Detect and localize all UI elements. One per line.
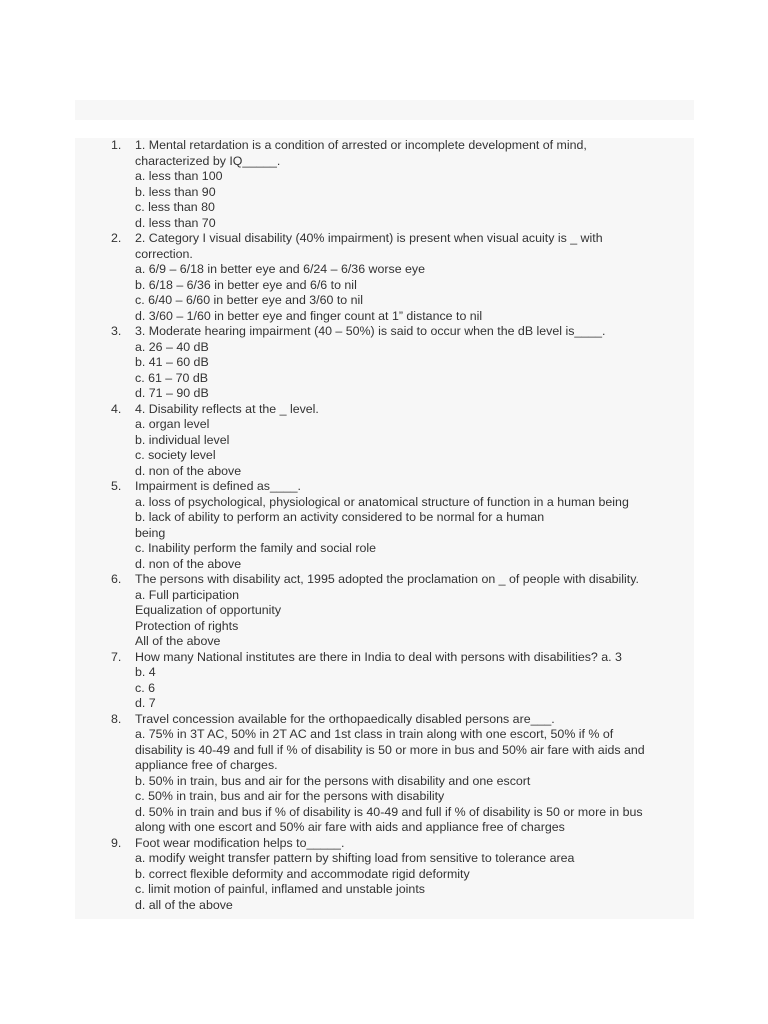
question-line: d. 3/60 – 1/60 in better eye and finger count at 1” distance to nil <box>135 308 483 323</box>
question-line: disability is 40-49 and full if % of disability is 50 or more in bus and 50% air fare with aids and <box>135 742 645 757</box>
question-item <box>75 138 694 231</box>
question-number: 9. <box>111 835 122 850</box>
question-line: a. Full participation <box>135 587 239 602</box>
question-line: b. less than 90 <box>135 184 216 199</box>
question-number: 1. <box>111 138 122 152</box>
question-line: d. 7 <box>135 696 156 710</box>
question-line: b. 4 <box>135 665 156 679</box>
question-text: How many National institutes are there in India to deal with persons with disabilities? a. 3 <box>135 649 622 664</box>
question-item <box>75 836 694 914</box>
question-item <box>75 572 694 650</box>
question-line: correction. <box>135 246 193 261</box>
question-line: d. 50% in train and bus if % of disability is 40-49 and full if % of disability is 50 or more in bus <box>135 804 643 819</box>
question-list-panel <box>75 138 694 919</box>
question-line: b. 6/18 – 6/36 in better eye and 6/6 to nil <box>135 277 357 292</box>
question-line: d. non of the above <box>135 463 242 478</box>
question-line: d. non of the above <box>135 556 242 571</box>
question-line: along with one escort and 50% air fare with aids and appliance free of charges <box>135 820 565 834</box>
question-line: a. loss of psychological, physiological or anatomical structure of function in a human being <box>135 494 629 509</box>
question-number: 8. <box>111 711 122 726</box>
question-line: c. 6/40 – 6/60 in better eye and 3/60 to nil <box>135 293 364 307</box>
question-line: d. less than 70 <box>135 215 216 230</box>
question-line: c. limit motion of painful, inflamed and unstable joints <box>135 882 425 896</box>
question-line: c. 50% in train, bus and air for the persons with disability <box>135 789 445 803</box>
question-line: c. Inability perform the family and social role <box>135 541 377 555</box>
question-line: Protection of rights <box>135 618 239 633</box>
question-text: 3. Moderate hearing impairment (40 – 50%) is said to occur when the dB level is____. <box>135 324 606 338</box>
question-line: b. individual level <box>135 432 230 447</box>
question-line: c. 6 <box>135 680 155 695</box>
question-text: The persons with disability act, 1995 adopted the proclamation on _ of people with disability. <box>135 572 639 586</box>
question-line: Equalization of opportunity <box>135 603 282 617</box>
question-number: 4. <box>111 401 122 416</box>
question-line: c. society level <box>135 448 216 462</box>
question-line: being <box>135 525 166 540</box>
question-item <box>75 324 694 402</box>
question-line: characterized by IQ_____. <box>135 153 281 168</box>
question-text: 2. Category I visual disability (40% impairment) is present when visual acuity is _ with <box>135 231 603 245</box>
question-line: a. 75% in 3T AC, 50% in 2T AC and 1st class in train along with one escort, 50% if % of <box>135 727 614 741</box>
question-item <box>75 231 694 324</box>
question-text: Impairment is defined as____. <box>135 479 301 493</box>
question-text: 1. Mental retardation is a condition of arrested or incomplete development of mind, <box>135 138 587 152</box>
question-line: b. lack of ability to perform an activity considered to be normal for a human <box>135 510 545 524</box>
question-line: d. 71 – 90 dB <box>135 386 209 400</box>
question-number: 7. <box>111 649 122 664</box>
question-line: a. organ level <box>135 417 210 431</box>
question-line: c. 61 – 70 dB <box>135 370 209 385</box>
question-line: b. 41 – 60 dB <box>135 355 209 369</box>
question-line: a. 26 – 40 dB <box>135 339 209 354</box>
question-line: appliance free of charges. <box>135 758 278 772</box>
question-item <box>75 650 694 712</box>
question-line: a. 6/9 – 6/18 in better eye and 6/24 – 6/36 worse eye <box>135 262 426 276</box>
question-item <box>75 712 694 836</box>
question-line: d. all of the above <box>135 897 233 912</box>
question-line: a. less than 100 <box>135 169 223 183</box>
question-text: 4. Disability reflects at the _ level. <box>135 401 319 416</box>
question-number: 3. <box>111 324 122 338</box>
question-number: 2. <box>111 231 122 245</box>
question-line: b. correct flexible deformity and accommodate rigid deformity <box>135 866 470 881</box>
question-line: b. 50% in train, bus and air for the persons with disability and one escort <box>135 773 531 788</box>
question-line: All of the above <box>135 634 221 648</box>
question-number: 5. <box>111 479 122 493</box>
question-text: Travel concession available for the orthopaedically disabled persons are___. <box>135 711 555 726</box>
question-number: 6. <box>111 572 122 586</box>
question-line: a. modify weight transfer pattern by shifting load from sensitive to tolerance area <box>135 851 575 865</box>
question-list <box>75 138 694 913</box>
question-item <box>75 402 694 480</box>
question-item <box>75 479 694 572</box>
header-bar <box>75 100 694 120</box>
question-text: Foot wear modification helps to_____. <box>135 835 345 850</box>
question-line: c. less than 80 <box>135 200 215 214</box>
